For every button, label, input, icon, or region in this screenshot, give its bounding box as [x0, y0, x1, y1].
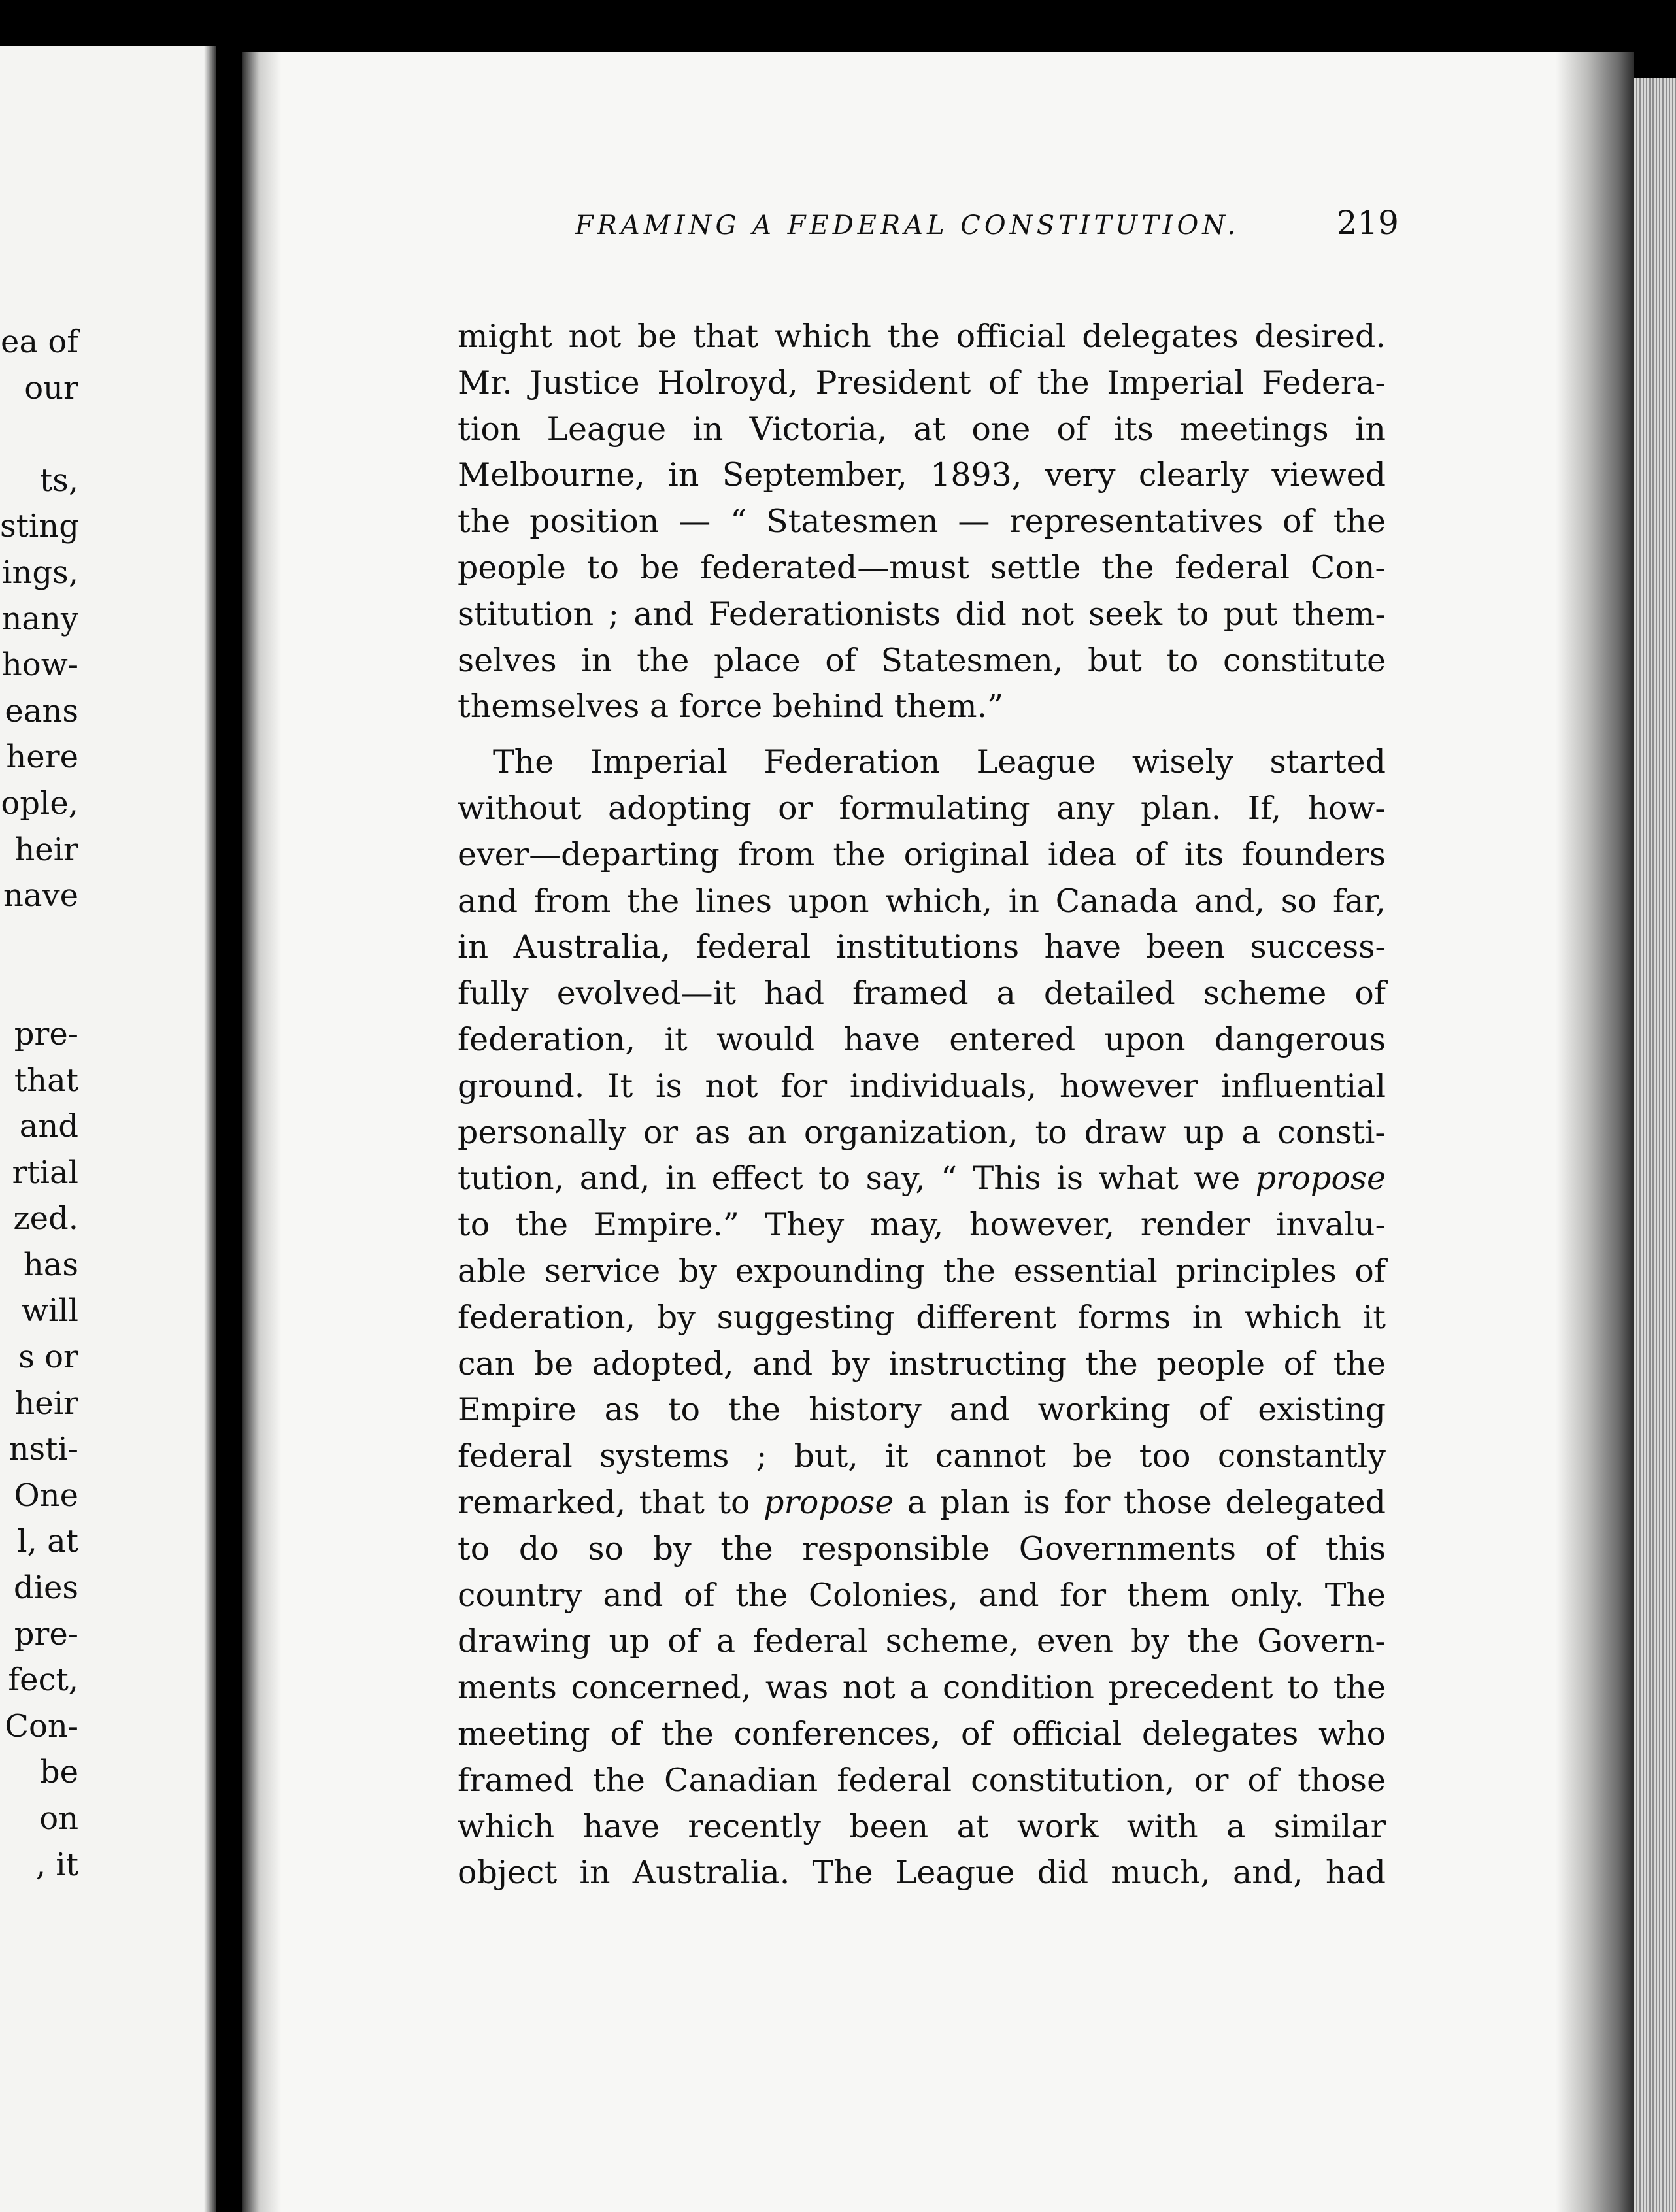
- text-line: meeting of the conferences, of official delegates who: [458, 1715, 1386, 1752]
- left-fragment: One: [14, 1477, 78, 1514]
- text-line: [458, 1480, 1386, 1526]
- left-fragment: will: [21, 1292, 78, 1330]
- left-fragment: and: [19, 1108, 78, 1145]
- left-fragment: dies: [13, 1569, 78, 1607]
- text-line: Melbourne, in September, 1893, very clearly viewed: [458, 456, 1386, 494]
- text-segment: remarked, that to: [458, 1483, 750, 1521]
- left-fragment: pre-: [14, 1615, 78, 1652]
- page-edge-shadow: [1556, 52, 1634, 2212]
- left-fragment: on: [39, 1800, 78, 1837]
- text-line: in Australia, federal institutions have been success-: [458, 928, 1386, 966]
- text-line: tion League in Victoria, at one of its meetings in: [458, 410, 1386, 448]
- spine-shadow: [242, 52, 281, 2212]
- left-fragment: l, at: [17, 1523, 78, 1560]
- text-line: [458, 1156, 1386, 1202]
- text-line: might not be that which the official delegates desired.: [458, 318, 1386, 355]
- text-line: to the Empire.” They may, however, render invalu-: [458, 1206, 1386, 1244]
- left-fragment: nany: [1, 600, 78, 637]
- left-fragment: heir: [14, 831, 78, 868]
- left-fragment: nave: [3, 877, 78, 914]
- left-facing-page: [0, 46, 216, 2212]
- text-line: themselves a force behind them.”: [458, 688, 1004, 726]
- left-fragment: sting: [0, 508, 79, 545]
- text-line: ments concerned, was not a condition precedent to the: [458, 1669, 1386, 1707]
- left-fragment: eans: [5, 692, 78, 729]
- text-line: federal systems ; but, it cannot be too constantly: [458, 1437, 1386, 1475]
- text-segment: a plan is for those delegated: [907, 1483, 1386, 1521]
- left-fragment: that: [14, 1062, 78, 1099]
- text-line: Mr. Justice Holroyd, President of the Imperial Federa-: [458, 363, 1386, 401]
- page-edges-stack: [1634, 78, 1676, 2212]
- text-line: federation, by suggesting different forms in which it: [458, 1298, 1386, 1336]
- text-line: drawing up of a federal scheme, even by the Govern-: [458, 1622, 1386, 1660]
- text-line: country and of the Colonies, and for them only. The: [458, 1576, 1386, 1614]
- text-line: fully evolved—it had framed a detailed scheme of: [458, 975, 1386, 1013]
- text-line: The Imperial Federation League wisely started: [493, 743, 1386, 781]
- left-fragment: [0, 965, 78, 1011]
- left-fragment: s or: [18, 1339, 78, 1376]
- paragraph-2: [458, 739, 1386, 1896]
- text-line: able service by expounding the essential principles of: [458, 1252, 1386, 1290]
- left-fragment: [0, 919, 78, 965]
- text-line: to do so by the responsible Governments of this: [458, 1530, 1386, 1567]
- text-line: can be adopted, and by instructing the people of the: [458, 1345, 1386, 1382]
- left-fragment: our: [24, 369, 78, 407]
- left-fragment: zed.: [13, 1200, 78, 1237]
- text-line: Empire as to the history and working of existing: [458, 1391, 1386, 1429]
- text-line: and from the lines upon which, in Canada and, so far,: [458, 882, 1386, 920]
- left-fragment: Con-: [5, 1707, 78, 1745]
- page-number: 219: [1336, 204, 1399, 242]
- text-line: federation, it would have entered upon dangerous: [458, 1020, 1386, 1058]
- text-line: which have recently been at work with a similar: [458, 1807, 1386, 1845]
- text-line: without adopting or formulating any plan. If, how-: [458, 789, 1386, 827]
- left-page-text-fragments: [0, 319, 78, 1888]
- italic-word: propose: [1255, 1160, 1386, 1198]
- left-fragment: [0, 411, 78, 458]
- left-fragment: be: [39, 1754, 78, 1791]
- left-fragment: , it: [35, 1846, 78, 1883]
- running-head: FRAMING A FEDERAL CONSTITUTION.: [575, 210, 1240, 241]
- text-line: framed the Canadian federal constitution, or of those: [458, 1761, 1386, 1799]
- italic-word: propose: [763, 1483, 894, 1521]
- left-fragment: has: [23, 1246, 78, 1283]
- text-line: ever—departing from the original idea of its founders: [458, 835, 1386, 873]
- text-line: personally or as an organization, to draw up a consti-: [458, 1113, 1386, 1151]
- text-segment: tution, and, in effect to say, “ This is what we: [458, 1160, 1241, 1198]
- left-fragment: ople,: [1, 784, 78, 822]
- text-line: object in Australia. The League did much, and, had: [458, 1854, 1386, 1892]
- body-text: [458, 314, 1386, 1896]
- left-fragment: rtial: [12, 1154, 78, 1191]
- left-fragment: here: [6, 739, 78, 776]
- left-fragment: how-: [1, 646, 78, 684]
- text-line: people to be federated—must settle the federal Con-: [458, 548, 1386, 586]
- text-line: stitution ; and Federationists did not seek to put them-: [458, 595, 1386, 633]
- left-fragment: pre-: [14, 1015, 78, 1052]
- text-line: the position — “ Statesmen — representatives of the: [458, 503, 1386, 541]
- left-fragment: nsti-: [8, 1431, 78, 1468]
- paragraph-1: [458, 314, 1386, 730]
- text-line: ground. It is not for individuals, however influential: [458, 1067, 1386, 1105]
- left-fragment: ings,: [2, 554, 78, 591]
- left-fragment: fect,: [8, 1662, 78, 1699]
- left-fragment: heir: [14, 1384, 78, 1422]
- left-page-gutter-shadow: [204, 46, 216, 2212]
- left-fragment: ts,: [39, 461, 78, 499]
- left-fragment: ea of: [1, 324, 78, 360]
- text-line: selves in the place of Statesmen, but to constitute: [458, 641, 1386, 679]
- page-header: [575, 204, 1425, 256]
